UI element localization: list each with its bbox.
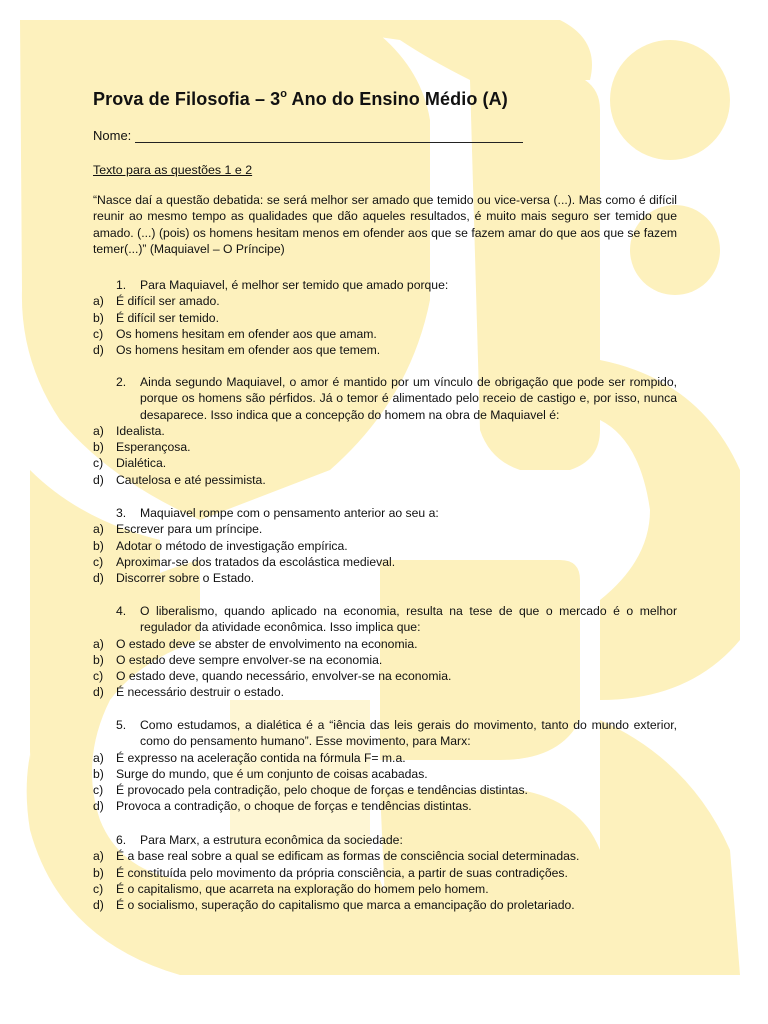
option-text: Esperançosa. xyxy=(116,440,191,455)
answer-option[interactable] xyxy=(93,766,677,782)
answer-option[interactable] xyxy=(93,848,677,864)
option-text: É difícil ser amado. xyxy=(116,294,220,309)
question-text: Para Maquiavel, é melhor ser temido que amado porque: xyxy=(140,278,449,292)
question-6 xyxy=(93,832,677,913)
option-text: Os homens hesitam em ofender aos que amam. xyxy=(116,326,377,341)
question-4 xyxy=(93,603,677,701)
question-stem xyxy=(93,603,677,636)
option-text: Surge do mundo, que é um conjunto de coisas acabadas. xyxy=(116,766,428,781)
option-letter: c) xyxy=(93,669,104,684)
option-text: É provocado pela contradição, pelo choque de forças e tendências distintas. xyxy=(116,783,528,798)
question-stem xyxy=(93,374,677,423)
option-text: O estado deve se abster de envolvimento na economia. xyxy=(116,636,418,651)
option-letter: a) xyxy=(93,522,104,537)
option-text: Adotar o método de investigação empírica. xyxy=(116,538,348,553)
answer-option[interactable] xyxy=(93,326,677,342)
answer-option[interactable] xyxy=(93,897,677,913)
option-letter: a) xyxy=(93,423,104,438)
question-text: O liberalismo, quando aplicado na economia, resulta na tese de que o mercado é o melhor regulador da atividade econômica. Isso implica que: xyxy=(140,604,677,635)
option-letter: b) xyxy=(93,440,104,455)
option-letter: a) xyxy=(93,849,104,864)
option-text: Idealista. xyxy=(116,423,165,438)
option-text: É necessário destruir o estado. xyxy=(116,685,285,700)
option-text: Discorrer sobre o Estado. xyxy=(116,571,255,586)
option-text: O estado deve sempre envolver-se na economia. xyxy=(116,652,383,667)
question-number: 3. xyxy=(116,506,127,520)
answer-option[interactable] xyxy=(93,439,677,455)
text-heading: Texto para as questões 1 e 2 xyxy=(93,163,253,177)
option-text: É o socialismo, superação do capitalismo que marca a emancipação do proletariado. xyxy=(116,898,575,913)
option-letter: c) xyxy=(93,456,104,471)
option-text: Escrever para um príncipe. xyxy=(116,522,263,537)
question-number: 4. xyxy=(116,604,127,618)
answer-option[interactable] xyxy=(93,310,677,326)
answer-option[interactable] xyxy=(93,636,677,652)
name-label: Nome: xyxy=(93,128,132,143)
option-text: Os homens hesitam em ofender aos que temem. xyxy=(116,343,381,358)
quote-paragraph: “Nasce daí a questão debatida: se será melhor ser amado que temido ou vice-versa (...). Mas como é difícil reunir ao mesmo tempo as qualidades que dão aqueles resultados, é muito mais seguro ser temido que amado. (...) (pois) os homens hesitam menos em ofender aos que se fazem amar do que aos que se fazem temer(...)” (Maquiavel – O Príncipe) xyxy=(93,193,677,256)
option-text: Aproximar-se dos tratados da escolástica medieval. xyxy=(116,554,396,569)
option-text: É difícil ser temido. xyxy=(116,310,219,325)
option-letter: d) xyxy=(93,571,104,586)
answer-option[interactable] xyxy=(93,684,677,700)
option-letter: d) xyxy=(93,799,104,814)
answer-option[interactable] xyxy=(93,521,677,537)
question-text: Ainda segundo Maquiavel, o amor é mantido por um vínculo de obrigação que pode ser rompido, porque os homens são pérfidos. Já o temor é alimentado pelo receio de castigo e, por isso, nunca desaparece. Isso indica que a concepção do homem na obra de Maquiavel é: xyxy=(140,375,677,422)
option-letter: a) xyxy=(93,294,104,309)
option-letter: a) xyxy=(93,636,104,651)
answer-option[interactable] xyxy=(93,865,677,881)
answer-option[interactable] xyxy=(93,652,677,668)
answer-option[interactable] xyxy=(93,472,677,488)
answer-option[interactable] xyxy=(93,554,677,570)
option-letter: d) xyxy=(93,343,104,358)
option-letter: b) xyxy=(93,652,104,667)
question-stem xyxy=(93,505,677,521)
question-stem xyxy=(93,277,677,293)
answer-option[interactable] xyxy=(93,455,677,471)
answer-option[interactable] xyxy=(93,538,677,554)
option-letter: a) xyxy=(93,750,104,765)
option-letter: d) xyxy=(93,685,104,700)
question-number: 5. xyxy=(116,718,127,732)
question-number: 6. xyxy=(116,833,127,847)
option-text: É expresso na aceleração contida na fórmula F= m.a. xyxy=(116,750,406,765)
question-number: 2. xyxy=(116,375,127,389)
page-title: Prova de Filosofia – 3$^o$ Ano do Ensino Médio (A) xyxy=(93,88,508,109)
option-letter: b) xyxy=(93,310,104,325)
question-3 xyxy=(93,505,677,586)
question-stem xyxy=(93,717,677,750)
answer-option[interactable] xyxy=(93,881,677,897)
question-5 xyxy=(93,717,677,815)
answer-option[interactable] xyxy=(93,782,677,798)
question-text: Maquiavel rompe com o pensamento anterior ao seu a: xyxy=(140,506,439,520)
option-letter: c) xyxy=(93,326,104,341)
option-letter: d) xyxy=(93,898,104,913)
option-letter: c) xyxy=(93,783,104,798)
option-text: É o capitalismo, que acarreta na exploração do homem pelo homem. xyxy=(116,881,489,896)
name-field[interactable] xyxy=(93,128,523,143)
answer-option[interactable] xyxy=(93,570,677,586)
option-text: O estado deve, quando necessário, envolver-se na economia. xyxy=(116,669,452,684)
answer-option[interactable] xyxy=(93,668,677,684)
answer-option[interactable] xyxy=(93,423,677,439)
option-letter: c) xyxy=(93,554,104,569)
option-text: É a base real sobre a qual se edificam as formas de consciência social determinadas. xyxy=(116,849,580,864)
option-letter: b) xyxy=(93,766,104,781)
question-text: Para Marx, a estrutura econômica da sociedade: xyxy=(140,833,403,847)
option-letter: b) xyxy=(93,865,104,880)
question-stem xyxy=(93,832,677,848)
answer-option[interactable] xyxy=(93,798,677,814)
answer-option[interactable] xyxy=(93,342,677,358)
option-letter: d) xyxy=(93,472,104,487)
question-2 xyxy=(93,374,677,488)
option-text: Cautelosa e até pessimista. xyxy=(116,472,266,487)
question-number: 1. xyxy=(116,278,127,292)
option-text: Provoca a contradição, o choque de forças e tendências distintas. xyxy=(116,799,472,814)
name-blank-line[interactable] xyxy=(135,129,523,143)
option-text: Dialética. xyxy=(116,456,167,471)
question-1 xyxy=(93,277,677,358)
option-text: É constituída pelo movimento da própria consciência, a partir de suas contradições. xyxy=(116,865,568,880)
option-letter: b) xyxy=(93,538,104,553)
answer-option[interactable] xyxy=(93,293,677,309)
option-letter: c) xyxy=(93,881,104,896)
answer-option[interactable] xyxy=(93,750,677,766)
question-text: Como estudamos, a dialética é a “iência das leis gerais do movimento, tanto do mundo exterior, como do pensamento humano”. Esse movimento, para Marx: xyxy=(140,718,677,749)
